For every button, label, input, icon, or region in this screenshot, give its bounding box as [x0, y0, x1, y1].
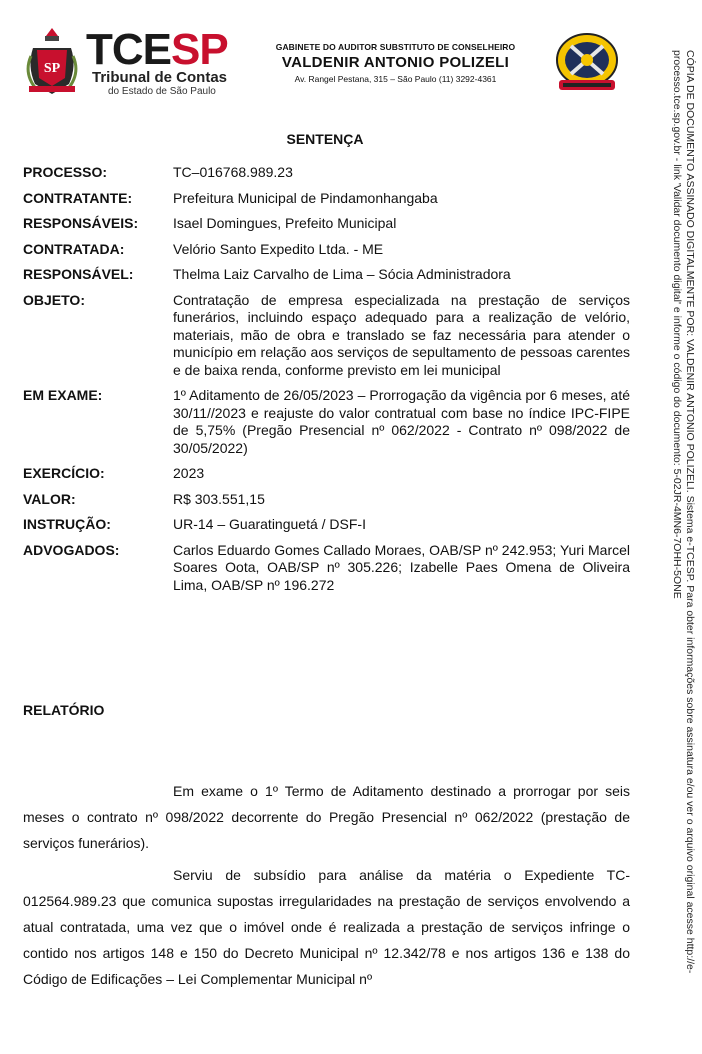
digital-signature-note: [672, 50, 702, 1030]
field-label: EXERCÍCIO:: [23, 465, 105, 481]
field-label: RESPONSÁVEIS:: [23, 215, 139, 231]
field-objeto: [23, 292, 630, 380]
field-responsaveis: [23, 215, 630, 233]
field-label: INSTRUÇÃO:: [23, 516, 111, 532]
field-instrucao: [23, 516, 630, 534]
field-em-exame: [23, 387, 630, 457]
field-label: VALOR:: [23, 490, 76, 507]
office-name: VALDENIR ANTONIO POLIZELI: [281, 54, 510, 71]
field-label: CONTRATANTE:: [23, 189, 133, 206]
field-value: TC–016768.989.23: [173, 164, 293, 180]
page-header: [0, 0, 702, 110]
office-crest-icon: [553, 30, 621, 96]
sao-paulo-seal-icon: [25, 26, 79, 98]
field-label: EM EXAME:: [23, 387, 103, 403]
tce-logo: [86, 25, 228, 97]
document-title: SENTENÇA: [286, 131, 364, 147]
tce-state: do Estado de São Paulo: [108, 86, 216, 97]
field-value: Thelma Laiz Carvalho de Lima – Sócia Administradora: [173, 266, 511, 282]
field-valor: [23, 491, 630, 509]
field-label: OBJETO:: [23, 291, 85, 308]
section-heading-relatorio: RELATÓRIO: [23, 702, 105, 718]
field-exercicio: [23, 465, 630, 483]
field-value: Prefeitura Municipal de Pindamonhangaba: [173, 189, 438, 206]
field-label: ADVOGADOS:: [23, 541, 120, 558]
report-body: [23, 778, 630, 992]
seal-text: SP: [43, 61, 61, 76]
field-label: PROCESSO:: [23, 164, 108, 180]
field-label: RESPONSÁVEL:: [23, 266, 134, 282]
field-value: Isael Domingues, Prefeito Municipal: [173, 215, 397, 231]
field-value: Velório Santo Expedito Ltda. - ME: [173, 240, 384, 257]
field-label: CONTRATADA:: [23, 240, 125, 257]
field-value: R$ 303.551,15: [173, 490, 265, 507]
field-advogados: [23, 542, 630, 595]
digital-signature-text: CÓPIA DE DOCUMENTO ASSINADO DIGITALMENTE POR: VALDENIR ANTONIO POLIZELI. Sistema e-TCESP. Para obter informações sobre assinatura e/ou ver o arquivo original acesse http://e-processo.tce.sp.gov.br - link 'Validar documento digital' e informe o código do documento: 5-02JR-4MN6-7OHH-5ONE: [671, 50, 696, 974]
tce-name: Tribunal de Contas: [92, 69, 228, 86]
office-address: Av. Rangel Pestana, 315 – São Paulo (11) 3292-4361: [294, 74, 497, 84]
office-block: [258, 42, 533, 84]
field-value: 1º Aditamento de 26/05/2023 – Prorrogação da vigência por 6 meses, até 30/11//2023 e reajuste do valor contratual com base no índice IPC-FIPE de 5,75% (Pregão Presencial nº 062/2022 - Contrato nº 098/2022 de 30/05/2022): [173, 387, 630, 456]
field-responsavel: [23, 266, 630, 284]
field-processo: [23, 164, 630, 182]
tce-wordmark-tce: TCE: [86, 25, 171, 74]
tce-wordmark: [86, 25, 228, 74]
body-paragraph: Em exame o 1º Termo de Aditamento destinado a prorrogar por seis meses o contrato nº 098/2022 decorrente do Pregão Presencial nº 062/2022 (prestação de serviços funerários).: [23, 783, 630, 851]
field-contratante: [23, 190, 630, 208]
field-value: Carlos Eduardo Gomes Callado Moraes, OAB/SP nº 242.953; Yuri Marcel Soares Oota, OAB/SP nº 305.226; Izabelle Paes Omena de Oliveira Lima, OAB/SP nº 196.272: [173, 541, 630, 593]
field-value: Contratação de empresa especializada na prestação de serviços funerários, incluindo espaço adequado para a realização de velório, materiais, mão de obra e translado se faz necessária para atender o município em relação aos serviços de sepultamento de pessoas carentes e de baixa renda, conforme previsto em lei municipal: [173, 291, 630, 378]
field-value: UR-14 – Guaratinguetá / DSF-I: [173, 516, 366, 532]
office-title: GABINETE DO AUDITOR SUBSTITUTO DE CONSELHEIRO: [275, 42, 516, 52]
case-fields: [23, 164, 630, 602]
body-paragraph: Serviu de subsídio para análise da matéria o Expediente TC-012564.989.23 que comunica supostas irregularidades na prestação de serviços envolvendo a atual contratada, uma vez que o imóvel onde é realizada a prestação de serviços infringe o contido nos artigos 148 e 150 do Decreto Municipal nº 12.342/78 e nos artigos 136 e 138 do Código de Edificações – Lei Complementar Municipal nº: [23, 867, 630, 987]
field-contratada: [23, 241, 630, 259]
field-value: 2023: [173, 465, 205, 481]
tce-wordmark-sp: SP: [171, 25, 228, 74]
